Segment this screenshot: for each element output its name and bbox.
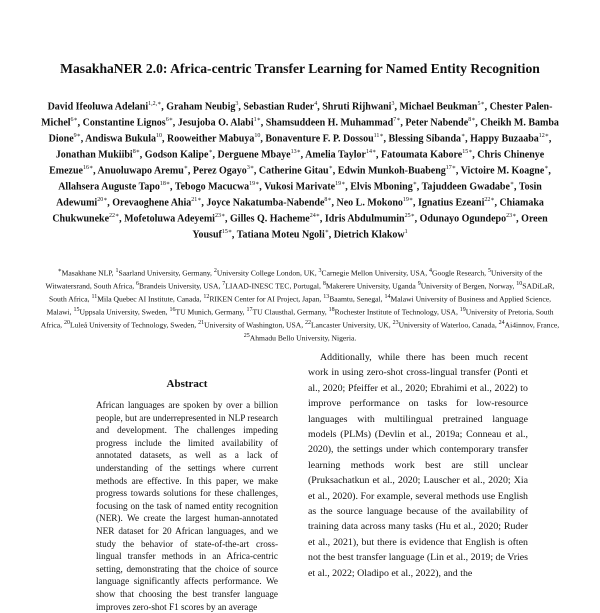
- affiliation-mark: 16: [169, 307, 176, 314]
- author-name: Odunayo Ogundepo: [419, 213, 507, 225]
- author-affiliation-mark: 3∗: [246, 165, 254, 172]
- affiliation-mark: 6: [136, 281, 140, 288]
- affiliation-name: Baamtu, Senegal,: [329, 294, 383, 304]
- author-affiliation-mark: ∗: [208, 149, 213, 156]
- affiliation-mark: 14: [384, 294, 391, 301]
- author-affiliation-mark: 24∗: [309, 213, 320, 220]
- author-affiliation-mark: ∗: [183, 165, 188, 172]
- author-name: Allahsera Auguste Tapo: [58, 181, 160, 193]
- affiliation-name: University of Waterloo, Canada,: [398, 320, 497, 330]
- author-name: Tebogo Macucwa: [174, 181, 250, 193]
- affiliation-mark: 19: [459, 307, 466, 314]
- author-affiliation-mark: ∗: [324, 229, 329, 236]
- author-name: Neo L. Mokono: [336, 197, 403, 209]
- affiliation-name: University of Bergen, Norway,: [420, 281, 515, 291]
- author-affiliation-mark: ∗: [509, 181, 514, 188]
- affiliation-mark: 25: [243, 333, 250, 340]
- author-affiliation-mark: 15∗: [221, 229, 232, 236]
- author-name: David Ifeoluwa Adelani: [47, 101, 149, 113]
- author-name: Andiswa Bukula: [85, 133, 157, 145]
- affiliation-name: Brandeis University, USA,: [139, 281, 221, 291]
- author-name: Victoire M. Koagne: [460, 165, 545, 177]
- author-name: Cheikh M. Bamba Dione: [48, 117, 559, 145]
- affiliation-mark: 10: [516, 281, 523, 288]
- author-name: Tosin Adewumi: [56, 181, 542, 209]
- author-name: Vukosi Marivate: [264, 181, 336, 193]
- abstract-heading: Abstract: [166, 378, 208, 390]
- author-name: Graham Neubig: [166, 101, 236, 113]
- affiliation-name: Malawi University of Business and Applied Science, Malawi,: [46, 294, 551, 317]
- affiliation-name: TU Munich, Germany,: [175, 307, 245, 317]
- affiliation-name: Lancaster University, UK,: [311, 320, 391, 330]
- affiliation-name: Saarland University, Germany,: [118, 268, 212, 278]
- author-name: Idris Abdulmumin: [324, 213, 405, 225]
- introduction-paragraph: Additionally, while there has been much recent work in using zero-shot cross-lingual transfer (Ponti et al., 2020; Pfeiffer et al., 2020; Ebrahimi et al., 2022) to improve performance on tasks for low-resource languages with multilingual pretrained language models (PLMs) (Devlin et al., 2019a; Conneau et al., 2020), the settings under which contemporary transfer learning methods work best are still unclear (Pruksachatkun et al., 2020; Lauscher et al., 2020; Xia et al., 2020). For example, several methods use English as the source language because of the availability of training data across many tasks (Hu et al., 2020; Ruder et al., 2021), but there is evidence that English is often not the best transfer language (Lin et al., 2019; de Vries et al., 2022; Oladipo et al., 2022), and the: [308, 352, 528, 579]
- author-name: Sebastian Ruder: [243, 101, 315, 113]
- author-affiliation-mark: 20∗: [97, 197, 108, 204]
- author-name: Shamsuddeen H. Muhammad: [265, 117, 394, 129]
- author-affiliation-mark: ∗: [412, 181, 417, 188]
- author-name: Orevaoghene Ahia: [112, 197, 192, 209]
- author-name: Shruti Rijhwani: [322, 101, 392, 113]
- author-affiliation-mark: 18∗: [159, 181, 170, 188]
- affiliation-mark: 9: [417, 281, 421, 288]
- author-affiliation-mark: ∗: [328, 165, 333, 172]
- author-affiliation-mark: 25∗: [404, 213, 415, 220]
- author-affiliation-mark: 23∗: [506, 213, 517, 220]
- affiliation-name: University of Washington, USA,: [204, 320, 304, 330]
- author-affiliation-mark: 16∗: [83, 165, 94, 172]
- affiliation-name: Mila Quebec AI Institute, Canada,: [97, 294, 202, 304]
- author-name: Bonaventure F. P. Dossou: [265, 133, 374, 145]
- affiliation-mark: 3: [318, 268, 322, 274]
- author-name: Chris Chinenye Emezue: [49, 149, 545, 177]
- author-name: Anuoluwapo Aremu: [97, 165, 184, 177]
- affiliation-mark: 21: [198, 320, 205, 327]
- author-affiliation-mark: 5∗: [477, 101, 485, 107]
- author-affiliation-mark: 10: [156, 133, 163, 140]
- author-affiliation-mark: 8∗: [468, 117, 476, 124]
- affiliation-name: TU Clausthal, Germany,: [252, 307, 327, 317]
- affiliation-name: Rochester Institute of Technology, USA,: [334, 307, 458, 317]
- author-name: Godson Kalipe: [144, 149, 209, 161]
- author-name: Tajuddeen Gwadabe: [421, 181, 510, 193]
- affiliation-mark: 12: [203, 294, 210, 301]
- author-affiliation-mark: 15∗: [462, 149, 473, 156]
- author-name: Jesujoba O. Alabi: [177, 117, 254, 129]
- author-name: Fatoumata Kabore: [381, 149, 463, 161]
- affiliation-name: Makerere University, Uganda: [325, 281, 416, 291]
- affiliation-name: Ai4innov, France,: [504, 320, 560, 330]
- affiliation-mark: 13: [323, 294, 330, 301]
- paper-title: MasakhaNER 2.0: Africa-centric Transfer Learning for Named Entity Recognition: [60, 61, 540, 76]
- author-affiliation-mark: 19∗: [249, 181, 260, 188]
- affiliation-name: Google Research,: [432, 268, 487, 278]
- author-affiliation-mark: 22∗: [484, 197, 495, 204]
- affiliation-name: SADiLaR, South Africa,: [49, 281, 555, 304]
- affiliation-name: Carnegie Mellon University, USA,: [321, 268, 428, 278]
- author-list: David Ifeoluwa Adelani$^{1,2,∗}$, Graham Neubig$^3$, Sebastian Ruder$^4$, Shruti Rijhwani$^3$, Michael Beukman$^{5∗}$, Chester Palen-Michel$^{6∗}$, Constantine Lignos$^{6∗}$, Jesujoba O. Alabi$^{1∗}$, Shamsuddeen H. Muhammad$^{7∗}$, Peter Nabende$^{8∗}$, Cheikh M. Bamba Dione$^{9∗}$, Andiswa Bukula$^{10}$, Rooweither Mabuya$^{10}$, Bonaventure F. P. Dossou$^{11∗}$, Blessing Sibanda∗, Happy Buzaaba$^{12∗}$, Jonathan Mukiibi$^{8∗}$, Godson Kalipe∗, Derguene Mbaye$^{13∗}$, Amelia Taylor$^{14∗}$, Fatoumata Kabore$^{15∗}$, Chris Chinenye Emezue$^{16∗}$, Anuoluwapo Aremu∗, Perez Ogayo$^{3∗}$, Catherine Gitau∗, Edwin Munkoh-Buabeng$^{17∗}$, Victoire M. Koagne∗, Allahsera Auguste Tapo$^{18∗}$, Tebogo Macucwa$^{19∗}$, Vukosi Marivate$^{19∗}$, Elvis Mboning∗, Tajuddeen Gwadabe∗, Tosin Adewumi$^{20∗}$, Orevaoghene Ahia$^{21∗}$, Joyce Nakatumba-Nabende$^{8∗}$, Neo L. Mokono$^{19∗}$, Ignatius Ezeani$^{22∗}$, Chiamaka Chukwuneke$^{22∗}$, Mofetoluwa Adeyemi$^{23∗}$, Gilles Q. Hacheme$^{24∗}$, Idris Abdulmumin$^{25∗}$, Odunayo Ogundepo$^{23∗}$, Oreen Yousuf$^{15∗}$, Tatiana Moteu Ngoli∗, Dietrich Klakow$^1$: [41, 101, 559, 241]
- author-affiliation-mark: 12∗: [538, 133, 549, 140]
- author-affiliation-mark: ∗: [544, 165, 549, 172]
- author-name: Edwin Munkoh-Buabeng: [337, 165, 446, 177]
- author-affiliation-mark: 3: [235, 101, 239, 107]
- affiliation-name: LIAAD-INESC TEC, Portugal,: [225, 281, 321, 291]
- author-affiliation-mark: 6∗: [165, 117, 173, 124]
- author-affiliation-mark: 3: [391, 101, 395, 107]
- author-affiliation-mark: ∗: [461, 133, 466, 140]
- author-name: Blessing Sibanda: [388, 133, 462, 145]
- author-affiliation-mark: 8∗: [132, 149, 140, 156]
- author-name: Peter Nabende: [405, 117, 469, 129]
- affiliation-mark: 18: [328, 307, 335, 314]
- author-name: Rooweither Mabuya: [167, 133, 255, 145]
- author-name: Jonathan Mukiibi: [55, 149, 133, 161]
- affiliation-mark: 11: [91, 294, 98, 301]
- author-name: Catherine Gitau: [258, 165, 329, 177]
- author-affiliation-mark: 10: [254, 133, 261, 140]
- affiliation-mark: 20: [63, 320, 70, 327]
- affiliation-name: University College London, UK,: [216, 268, 317, 278]
- author-name: Oreen Yousuf: [192, 213, 548, 241]
- author-name: Amelia Taylor: [305, 149, 366, 161]
- author-affiliation-mark: 1,2,∗: [148, 101, 162, 107]
- affiliation-name: Ahmadu Bello University, Nigeria.: [249, 333, 357, 343]
- affiliation-name: Masakhane NLP,: [61, 268, 114, 278]
- author-affiliation-mark: 17∗: [445, 165, 456, 172]
- author-name: Chester Palen-Michel: [41, 101, 553, 129]
- author-name: Ignatius Ezeani: [417, 197, 485, 209]
- affiliation-name: Uppsala University, Sweden,: [79, 307, 168, 317]
- affiliation-mark: 4: [429, 268, 433, 274]
- author-affiliation-mark: 8∗: [324, 197, 332, 204]
- affiliation-name: University of Pretoria, South Africa,: [40, 307, 554, 330]
- affiliation-mark: 8: [322, 281, 326, 288]
- affiliation-mark: 5: [487, 268, 491, 274]
- author-affiliation-mark: 9∗: [73, 133, 81, 140]
- affiliation-name: RIKEN Center for AI Project, Japan,: [209, 294, 322, 304]
- left-column: [92, 378, 282, 613]
- author-name: Happy Buzaaba: [470, 133, 539, 145]
- author-affiliation-mark: 7∗: [393, 117, 401, 124]
- affiliation-mark: 2: [213, 268, 217, 274]
- author-affiliation-mark: 1: [404, 229, 408, 236]
- author-name: Michael Beukman: [399, 101, 478, 113]
- author-affiliation-mark: 1∗: [253, 117, 261, 124]
- author-affiliation-mark: 22∗: [109, 213, 120, 220]
- affiliation-mark: 1: [115, 268, 119, 274]
- author-name: Derguene Mbaye: [217, 149, 291, 161]
- author-name: Elvis Mboning: [350, 181, 413, 193]
- author-name: Tatiana Moteu Ngoli: [236, 229, 325, 241]
- author-name: Constantine Lignos: [82, 117, 166, 129]
- affiliation-mark: 22: [305, 320, 312, 327]
- author-name: Joyce Nakatumba-Nabende: [206, 197, 325, 209]
- author-name: Chiamaka Chukwuneke: [52, 197, 544, 225]
- author-affiliation-mark: 13∗: [290, 149, 301, 156]
- affiliation-mark: 17: [246, 307, 253, 314]
- author-affiliation-mark: 23∗: [214, 213, 226, 220]
- author-affiliation-mark: 21∗: [191, 197, 202, 204]
- author-name: Mofetoluwa Adeyemi: [124, 213, 215, 225]
- right-column: [308, 350, 528, 581]
- affiliation-mark: 23: [392, 320, 399, 327]
- author-affiliation-mark: 4: [314, 101, 318, 107]
- author-affiliation-mark: 6∗: [70, 117, 78, 124]
- author-name: Perez Ogayo: [192, 165, 247, 177]
- author-affiliation-mark: 19∗: [335, 181, 346, 188]
- author-affiliation-mark: 19∗: [402, 197, 413, 204]
- affiliation-mark: 15: [73, 307, 80, 314]
- affiliation-mark: 7: [222, 281, 226, 288]
- affiliation-list: [40, 266, 560, 344]
- author-name: Gilles Q. Hacheme: [230, 213, 310, 225]
- affiliation-mark: 24: [498, 320, 505, 327]
- affiliation-name: Luleå University of Technology, Sweden,: [69, 320, 197, 330]
- affiliation-mark: ∗: [57, 268, 62, 274]
- author-affiliation-mark: 14∗: [365, 149, 377, 156]
- abstract-text: African languages are spoken by over a billion people, but are underrepresented in NLP research and development. The challenges impeding progress include the limited availability of annotated datasets, as well as a lack of understanding of the settings where current methods are effective. In this paper, we make progress towards solutions for these challenges, focusing on the task of named entity recognition (NER). We create the largest human-annotated NER dataset for 20 African languages, and we study the behavior of state-of-the-art cross-lingual transfer methods in an Africa-centric setting, demonstrating that the choice of source language significantly affects performance. We show that choosing the best transfer language improves zero-shot F1 scores by an average: [96, 400, 278, 612]
- affiliation-name: University of the Witwatersrand, South Africa,: [45, 268, 543, 291]
- author-name: Dietrich Klakow: [333, 229, 405, 241]
- author-affiliation-mark: 11∗: [373, 133, 384, 140]
